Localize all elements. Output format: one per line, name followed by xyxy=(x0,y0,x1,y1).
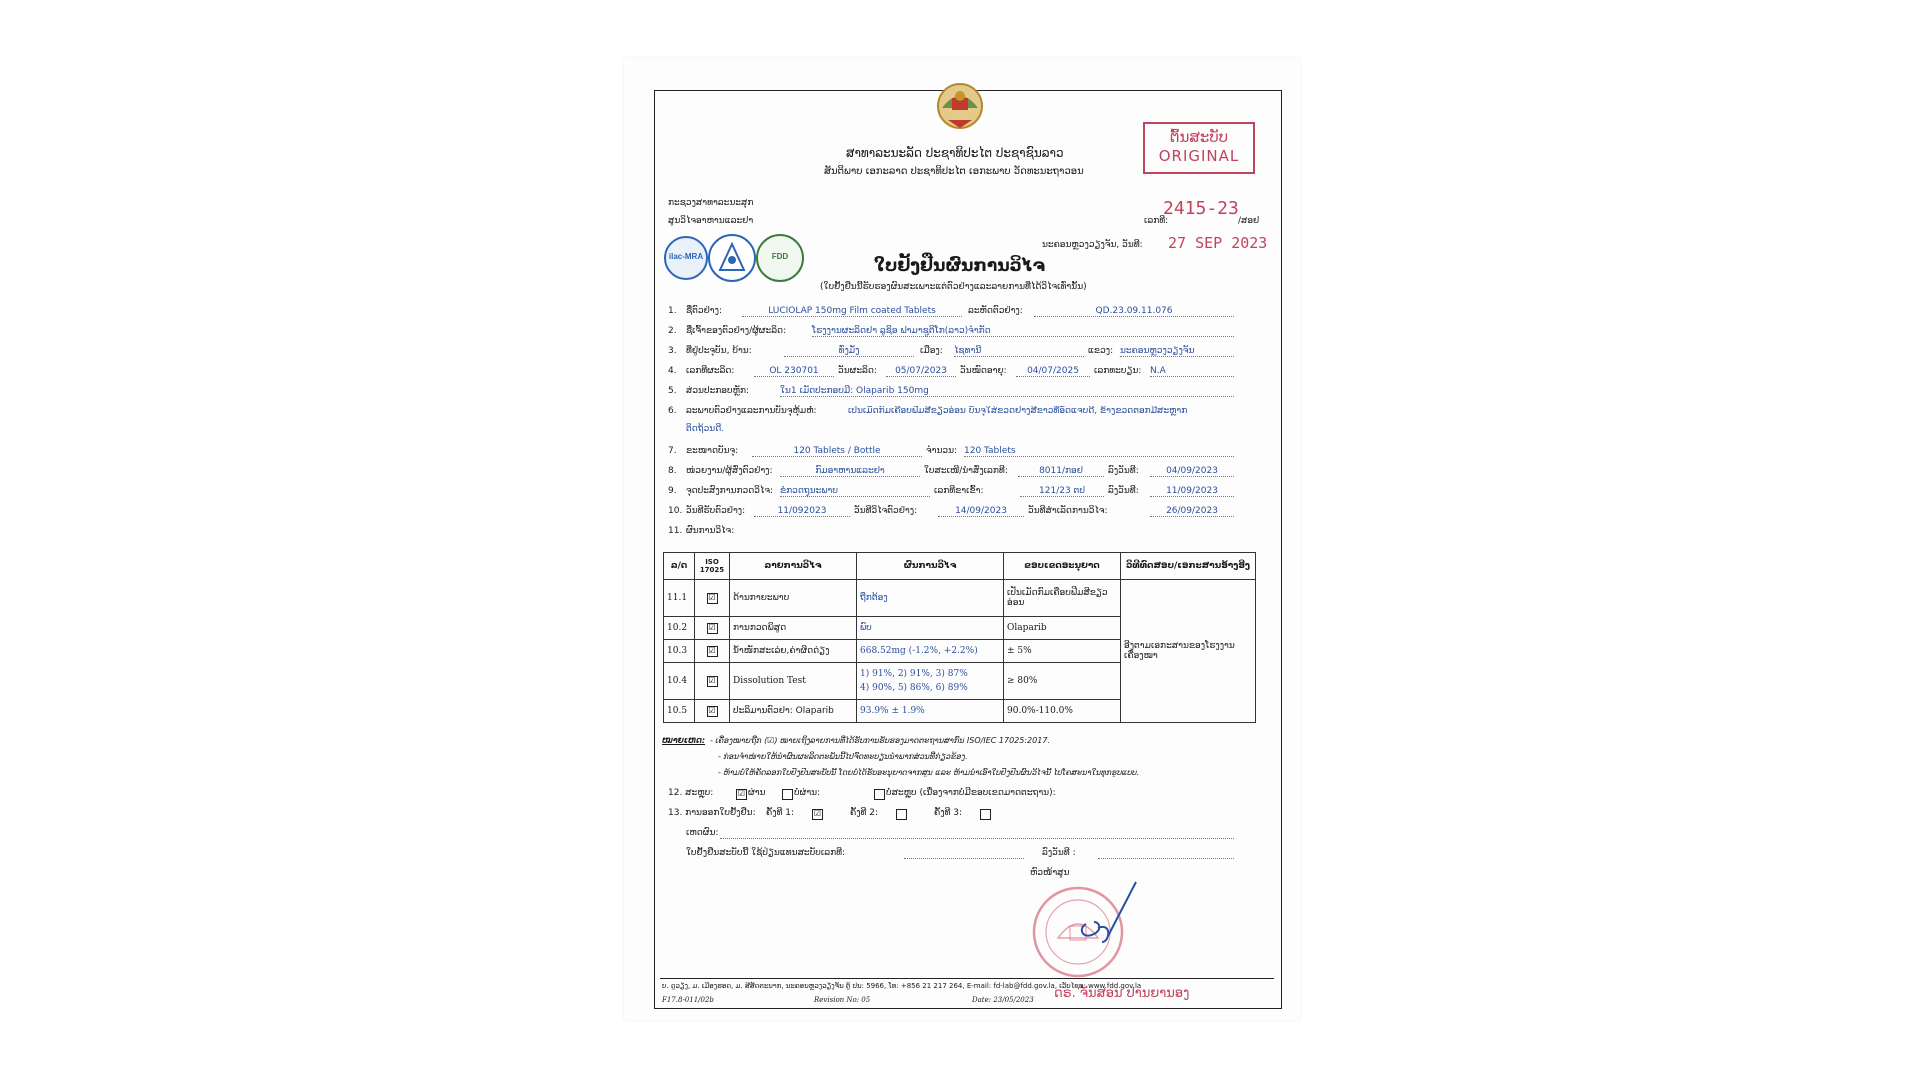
field-number: 3. xyxy=(668,346,677,356)
field-label-mfg-date: ວັນຜະລິດ: xyxy=(838,366,877,376)
page-border xyxy=(654,90,1282,1009)
col-header-no: ລ/ດ xyxy=(664,553,695,580)
notes-label: ໝາຍເຫດ: xyxy=(662,736,706,745)
field-value-entry-date: 11/09/2023 xyxy=(1150,486,1234,497)
row-no: 11.1 xyxy=(664,580,695,617)
test-limit: ± 5% xyxy=(1004,640,1121,663)
checkbox-checked-icon: ☑ xyxy=(708,675,716,685)
reason-line xyxy=(720,838,1234,839)
field-number: 8. xyxy=(668,466,677,476)
test-limit: 90.0%-110.0% xyxy=(1004,700,1121,723)
footer-divider xyxy=(660,978,1274,979)
row-no: 10.5 xyxy=(664,700,695,723)
field-value-completed: 26/09/2023 xyxy=(1150,506,1234,517)
document-subtitle: (ໃບຢັ້ງຢືນນີ້ຮັບຮອງຜົນສະເພາະແຕ່ຕົວຢ່າງແລະລາຍການທີ່ໄດ້ວິໄຈເທົ່ານັ້ນ) xyxy=(820,282,1087,292)
field-number: 7. xyxy=(668,446,677,456)
field-label-request-date: ລົງວັນທີ: xyxy=(1108,466,1139,476)
table-row xyxy=(664,580,1256,617)
place-date-label: ນະຄອນຫຼວງວຽງຈັນ, ວັນທີ: xyxy=(1042,240,1143,250)
field-value-purpose: ຂໍກວດຖຸນະພາບ xyxy=(780,486,930,497)
row-no: 10.2 xyxy=(664,617,695,640)
issuance-label: 13. ການອອກໃບຢັ້ງຢືນ: xyxy=(668,808,756,818)
field-number: 11. xyxy=(668,526,683,536)
national-motto: ສັນຕິພາບ ເອກະລາດ ປະຊາທິປະໄຕ ເອກະພາບ ວັດທະນະຖາວອນ xyxy=(824,166,1084,177)
fail-checkbox[interactable] xyxy=(782,789,793,800)
field-value-quantity: 120 Tablets xyxy=(964,446,1234,457)
replace-label: ໃບຢັ້ງຢືນສະບັບນີ້ ໃຊ້ປ່ຽນແທນສະບັບເລກທີ: xyxy=(686,848,846,858)
test-result: ພົບ xyxy=(857,617,1004,640)
field-number: 10. xyxy=(668,506,683,516)
boa-logo xyxy=(708,234,756,282)
field-value-sender: ກົມອາຫານແລະຢາ xyxy=(780,466,920,477)
signature-icon xyxy=(1072,876,1142,956)
field-label-entry-no: ເລກທີຂາເຂົ້າ: xyxy=(934,486,984,496)
field-label-pack-size: ຂະໜາດບັນຈຸ: xyxy=(686,446,739,456)
fdd-logo: FDD xyxy=(756,234,804,282)
summary-label: 12. ສະຫຼຸບ: xyxy=(668,788,714,798)
field-label-sender: ໜ່ວຍງານ/ຜູ້ສົ່ງຕົວຢ່າງ: xyxy=(686,466,773,476)
test-item: ດ້ານກາຍະພາບ xyxy=(730,580,857,617)
field-number: 9. xyxy=(668,486,677,496)
iso-check xyxy=(695,580,730,617)
field-value-request-date: 04/09/2023 xyxy=(1150,466,1234,477)
footer-revision: Revision No: 05 xyxy=(814,996,871,1004)
replace-date-label: ລົງວັນທີ : xyxy=(1042,848,1076,858)
center-name: ສູນວິໄຈອາຫານແລະຢາ xyxy=(668,216,754,226)
field-value-village: ທົ່ງມັ່ງ xyxy=(784,346,914,357)
field-number: 1. xyxy=(668,306,677,316)
director-title: ຫົວໜ້າສູນ xyxy=(1030,868,1070,878)
issue-1-checkbox[interactable]: ☑ xyxy=(813,809,822,818)
field-label-request-no: ໃບສະເໜີ/ນຳສົ່ງເລກທີ: xyxy=(924,466,1008,476)
note-line-1: - ເຄື່ອງໝາຍຖືກ (☑) ໝາຍເຖິງລາຍການທີ່ໄດ້ຮັບການຮັບຮອງມາດຕະຖານສາກົນ ISO/IEC 17025:2017. xyxy=(710,736,1050,745)
replace-line xyxy=(904,858,1024,859)
field-label-sample-name: ຊື່ຕົວຢ່າງ: xyxy=(686,306,723,316)
field-value-sample-name: LUCIOLAP 150mg Film coated Tablets xyxy=(742,306,962,317)
national-emblem-icon xyxy=(930,78,990,132)
reason-label: ເຫດຜົນ: xyxy=(686,828,719,838)
col-header-iso: ISO 17025 xyxy=(695,553,730,580)
row-no: 10.3 xyxy=(664,640,695,663)
field-value-district: ໄຊທານີ xyxy=(954,346,1084,357)
field-value-mfg-date: 05/07/2023 xyxy=(886,366,956,377)
issue-2-label: ຄັ້ງທີ 2: xyxy=(850,808,879,818)
col-header-item: ລາຍການວິໄຈ xyxy=(730,553,857,580)
test-method: ອີງຕາມເອກະສານຂອງໂຮງງານເຄື່ອງໝາ xyxy=(1121,580,1256,723)
test-limit: Olaparib xyxy=(1004,617,1121,640)
footer-issue-date: Date: 23/05/2023 xyxy=(972,996,1034,1004)
iso-check xyxy=(695,663,730,700)
field-label-lot: ເລກທີຜະລິດ: xyxy=(686,366,735,376)
field-number: 5. xyxy=(668,386,677,396)
col-header-result: ຜົນການວິໄຈ xyxy=(857,553,1004,580)
field-label-completed: ວັນທີສຳເລັດການວິໄຈ: xyxy=(1028,506,1108,516)
iso-check xyxy=(695,640,730,663)
field-value-province: ນະຄອນຫຼວງວຽງຈັນ xyxy=(1120,346,1234,357)
issue-3-checkbox[interactable] xyxy=(980,809,991,820)
replace-date-line xyxy=(1098,858,1234,859)
field-value-composition: ໃນ1 ເມັດປະກອບມີ: Olaparib 150mg xyxy=(780,386,1234,397)
field-value-lot: OL 230701 xyxy=(754,366,834,377)
signer-name: ດຣ. ຈັນສອນ ປານຍານອງ xyxy=(1054,986,1190,1001)
inconclusive-label: ບໍ່ສະຫຼຸບ (ເນື່ອງຈາກບໍ່ມີຂອບເຂດມາດຕະຖານ): xyxy=(886,788,1056,798)
document-title: ໃບຢັ້ງຢືນຜົນການວິໄຈ xyxy=(874,256,1046,276)
field-value-received: 11/092023 xyxy=(754,506,850,517)
dissolution-line-2: 4) 90%, 5) 86%, 6) 89% xyxy=(860,683,968,693)
ministry-name: ກະຊວງສາທາລະນະສຸກ xyxy=(668,198,754,208)
doc-no-label: ເລກທີ: xyxy=(1144,216,1169,226)
doc-no-suffix: /ສອຢ xyxy=(1238,216,1260,226)
pass-checkbox[interactable]: ☑ xyxy=(737,789,746,798)
test-result: 668.52mg (-1.2%, +2.2%) xyxy=(857,640,1004,663)
issue-1-label: ຄັ້ງທີ 1: xyxy=(766,808,795,818)
note-line-2: - ກ່ອນຈຳໜ່າຍໃຫ້ນຳຜົນຜະລິດຕະພັນນີ້ໄປຈົດທະບຽນນຳພາກສ່ວນທີ່ກ່ຽວຂ້ອງ. xyxy=(718,752,968,761)
field-value-exp-date: 04/07/2025 xyxy=(1016,366,1090,377)
field-value-request-no: 8011/ກອຢ xyxy=(1018,466,1104,477)
field-label-village: ທີ່ຢູ່ປະຈຸບັນ, ບ້ານ: xyxy=(686,346,752,356)
footer-address: ບ. ດູວຽງ, ມ. ເມືອງຮອດ, ມ. ສີສັດຕະນາກ, ນະຄອນຫຼວງວຽງຈັນ ຕູ້ ປນ: 5966, ໂທ: +856 21 217 264, E-mail: fd-lab@fdd.gov.la, ເວັບໄຊທ: www.fdd.gov.la xyxy=(662,982,1142,990)
test-item: Dissolution Test xyxy=(730,663,857,700)
field-value-sample-code: QD.23.09.11.076 xyxy=(1034,306,1234,317)
ilac-mra-logo: ilac-MRA xyxy=(664,236,708,280)
issue-2-checkbox[interactable] xyxy=(896,809,907,820)
field-label-composition: ສ່ວນປະກອບຫຼັກ: xyxy=(686,386,750,396)
col-header-method: ວິທີທົດສອບ/ເອກະສານອ້າງອີງ xyxy=(1121,553,1256,580)
field-value-entry-no: 121/23 ຕປ xyxy=(1020,486,1104,497)
field-label-owner: ຊື່ເຈົ້າຂອງຕົວຢ່າງ/ຜູ້ຜະລິດ: xyxy=(686,326,787,336)
field-label-results: ຜົນການວິໄຈ: xyxy=(686,526,735,536)
fail-label: ບໍ່ຜ່ານ: xyxy=(794,788,821,798)
footer-form-code: F17.8-011/02b xyxy=(662,996,714,1004)
checkbox-checked-icon: ☑ xyxy=(708,622,716,632)
certificate-page xyxy=(624,58,1300,1020)
col-header-limit: ຂອບເຂດອະນຸຍາດ xyxy=(1004,553,1121,580)
accreditation-icon xyxy=(710,236,754,280)
table-header-row xyxy=(664,553,1256,580)
inconclusive-checkbox[interactable] xyxy=(874,789,885,800)
field-label-province: ແຂວງ: xyxy=(1088,346,1114,356)
field-label-district: ເມືອງ: xyxy=(920,346,943,356)
field-label-received: ວັນທີຮັບຕົວຢ່າງ: xyxy=(686,506,746,516)
field-label-tested: ວັນທີວິໄຈຕົວຢ່າງ: xyxy=(854,506,918,516)
issue-3-label: ຄັ້ງທີ 3: xyxy=(934,808,963,818)
test-item: ການກວດພິສູດ xyxy=(730,617,857,640)
test-limit: ເປັນເມັດກົມເຄືອບຟີມສີຂຽວອ່ອນ xyxy=(1004,580,1121,617)
field-value-owner: ໂຮງງານຜະລິດຢາ ລູຊິອ ຟາມາຊູຕິໂກ(ລາວ)ຈຳກັດ xyxy=(812,326,1234,337)
field-value-appearance: ເປັນເມັດກົມເຄືອບຟີມສີຂຽວອ່ອນ ບັນຈຸໃສ່ຂວດຢາງສີຂາວທີ່ອັດແຈບດີ, ຂ້າງຂວດຕອກມີສະຫຼາກ xyxy=(848,406,1188,416)
field-label-sample-code: ລະຫັດຕົວຢ່າງ: xyxy=(968,306,1023,316)
field-value-pack-size: 120 Tablets / Bottle xyxy=(752,446,922,457)
field-label-exp-date: ວັນໝົດອາຍຸ: xyxy=(960,366,1007,376)
field-label-reg-no: ເລກທະບຽນ: xyxy=(1094,366,1142,376)
iso-check xyxy=(695,700,730,723)
checkbox-checked-icon: ☑ xyxy=(708,645,716,655)
field-number: 2. xyxy=(668,326,677,336)
field-label-appearance: ລະພາບຕົວຢ່າງແລະການບັນຈຸຫຸ້ມຫໍ່: xyxy=(686,406,817,416)
field-number: 4. xyxy=(668,366,677,376)
test-result: ຖືກຕ້ອງ xyxy=(857,580,1004,617)
checkbox-checked-icon: ☑ xyxy=(708,705,716,715)
pass-label: ຜ່ານ xyxy=(748,788,766,798)
field-number: 6. xyxy=(668,406,677,416)
test-item: ປະລິມານຕົວຢາ: Olaparib xyxy=(730,700,857,723)
iso-check xyxy=(695,617,730,640)
country-name: ສາທາລະນະລັດ ປະຊາທິປະໄຕ ປະຊາຊົນລາວ xyxy=(846,146,1064,160)
test-result-multi xyxy=(857,663,1004,700)
checkbox-checked-icon: ☑ xyxy=(708,592,716,602)
field-label-quantity: ຈຳນວນ: xyxy=(926,446,958,456)
results-table xyxy=(663,552,1256,723)
field-label-entry-date: ລົງວັນທີ: xyxy=(1108,486,1139,496)
field-value-appearance-cont: ຕິດຖ້ວນດີ. xyxy=(686,424,725,434)
test-result: 93.9% ± 1.9% xyxy=(857,700,1004,723)
test-limit: ≥ 80% xyxy=(1004,663,1121,700)
dissolution-line-1: 1) 91%, 2) 91%, 3) 87% xyxy=(860,669,968,679)
original-stamp: ຕົ້ນສະບັບ ORIGINAL xyxy=(1143,122,1255,174)
issue-date: 27 SEP 2023 xyxy=(1168,234,1268,252)
row-no: 10.4 xyxy=(664,663,695,700)
field-value-reg-no: N.A xyxy=(1150,366,1234,377)
note-line-3: - ຫ້າມບໍ່ໃຫ້ຄັດລອກໃບຢັ້ງຢືນສະບັບນີ້ ໂດຍບໍ່ໄດ້ຮັບອະນຸຍາດຈາກສູນ ແລະ ຫ້າມນຳເອົາໃບຢັ້ງຢືນຜົນວິໄຈນີ້ ໄປໂຄສະນາໃນທຸກຮູບແບບ. xyxy=(718,768,1140,777)
field-label-purpose: ຈຸດປະສົງການກວດວິໄຈ: xyxy=(686,486,774,496)
field-value-tested: 14/09/2023 xyxy=(938,506,1024,517)
document-number: 2415-23 xyxy=(1163,198,1239,219)
test-item: ນ້ຳໜັກສະເລ່ຍ,ຄ່າຜິດດ່ຽງ xyxy=(730,640,857,663)
